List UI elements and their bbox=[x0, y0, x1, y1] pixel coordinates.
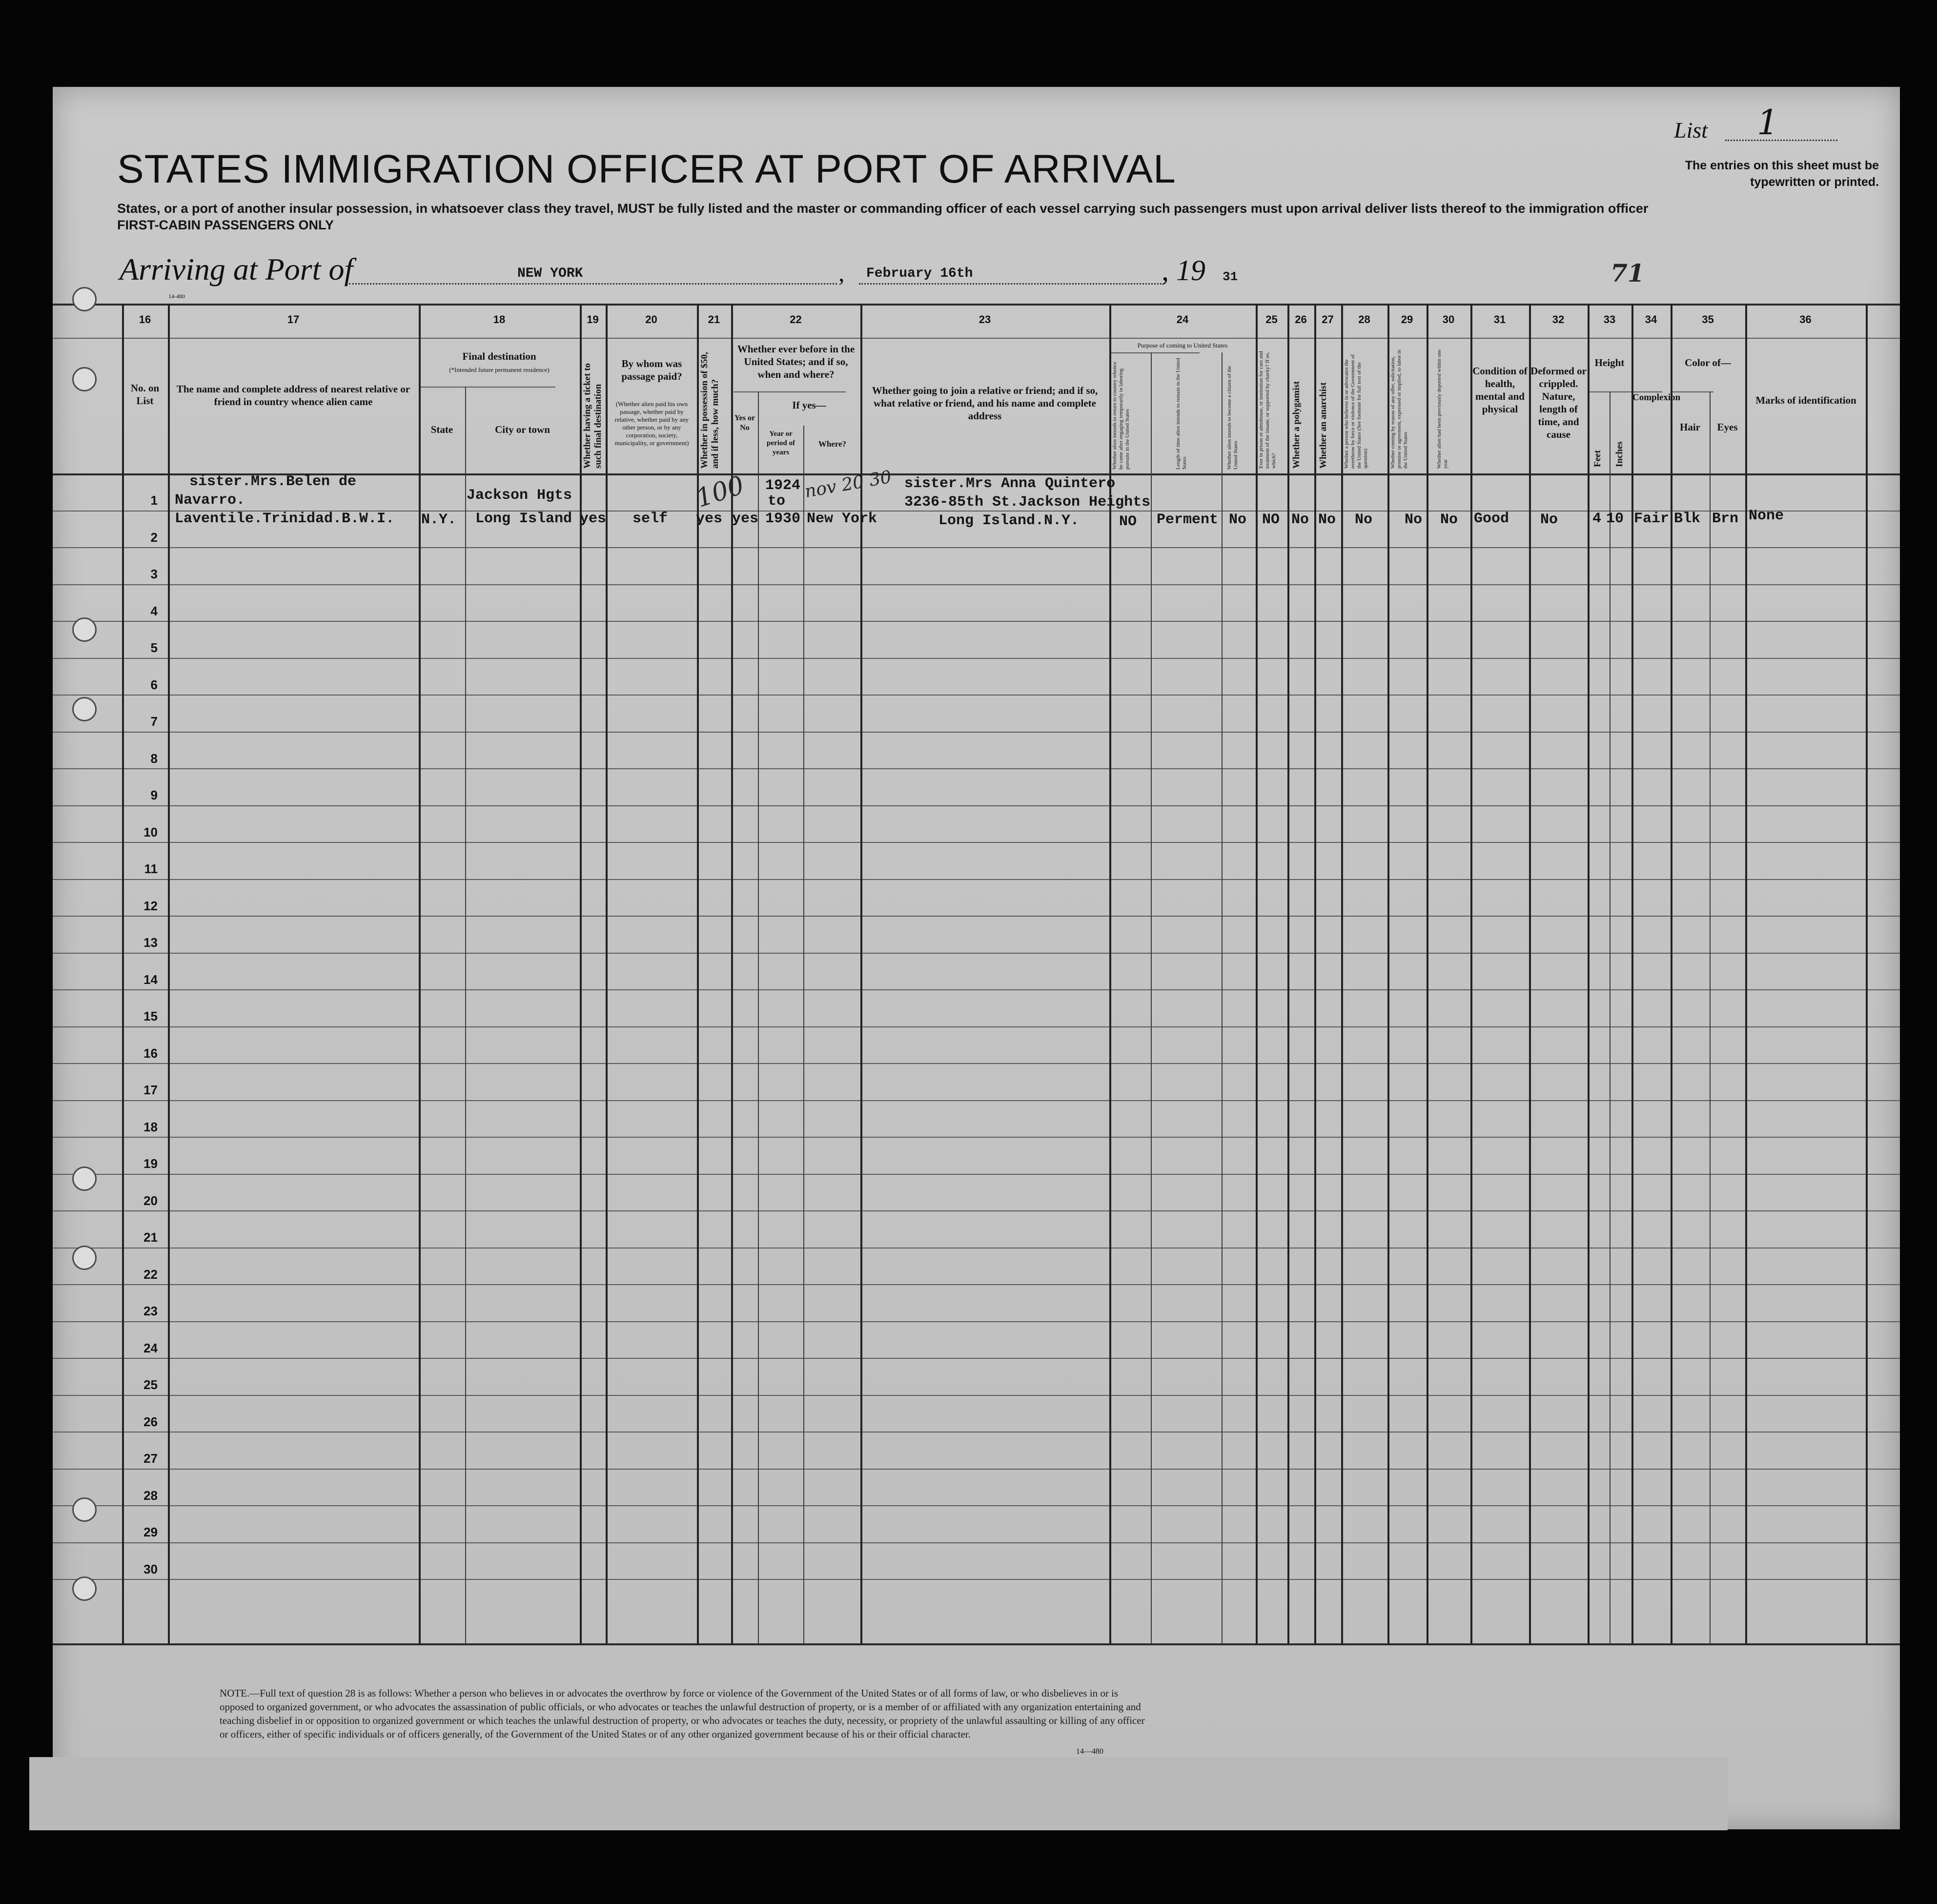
entry-where: New York bbox=[807, 511, 877, 527]
hdr-height: Height bbox=[1594, 357, 1625, 369]
page-title: STATES IMMIGRATION OFFICER AT PORT OF ARRIVAL bbox=[117, 147, 1176, 191]
row-rule bbox=[53, 842, 1900, 843]
row-rule bbox=[53, 658, 1900, 659]
row-rule bbox=[53, 953, 1900, 954]
col-line bbox=[860, 304, 862, 1643]
row-number: 1 bbox=[150, 493, 158, 508]
col-line bbox=[1341, 304, 1343, 1643]
hdr-before: Whether ever before in the United States; and if so, when and where? bbox=[737, 343, 855, 380]
col-line bbox=[1470, 304, 1472, 1643]
col-line bbox=[1427, 304, 1428, 1643]
hdr-purpose-a: Whether alien intends to return to country whence he came after engaging temporarily in laboring pursuits in the United States bbox=[1112, 362, 1130, 470]
row-number: 30 bbox=[143, 1561, 158, 1576]
sheet-bottom-edge bbox=[29, 1757, 1728, 1830]
row-rule bbox=[53, 916, 1900, 917]
entry-complexion: Fair bbox=[1634, 511, 1670, 527]
list-number-line bbox=[1725, 140, 1837, 141]
entry-year-line1: 1924 bbox=[765, 477, 801, 494]
hdr-purpose: Purpose of coming to United States bbox=[1137, 342, 1228, 349]
colnum-20: 20 bbox=[645, 313, 657, 326]
subhead-before bbox=[734, 391, 846, 392]
col-line bbox=[758, 391, 759, 1643]
hdr-feet: Feet bbox=[1592, 450, 1603, 467]
entry-marks: None bbox=[1749, 508, 1784, 524]
hdr-anarchist: Whether an anarchist bbox=[1318, 382, 1328, 469]
hdr-where: Where? bbox=[818, 439, 847, 449]
typewritten-note: The entries on this sheet must be typewritten or printed. bbox=[1685, 159, 1879, 189]
row-number: 18 bbox=[143, 1119, 158, 1134]
colnum-30: 30 bbox=[1442, 313, 1455, 326]
hdr-color: Color of— bbox=[1685, 357, 1731, 369]
entry-feet: 4 bbox=[1592, 511, 1602, 527]
row-number: 23 bbox=[143, 1304, 158, 1318]
entry-overthrow: No bbox=[1355, 512, 1373, 528]
header-number-rule bbox=[53, 338, 1900, 339]
col-line bbox=[1387, 304, 1389, 1643]
col-line bbox=[1529, 304, 1531, 1643]
entry-polygamist: No bbox=[1291, 512, 1309, 528]
col-line bbox=[1610, 391, 1611, 1643]
hdr-marks: Marks of identification bbox=[1755, 394, 1856, 406]
entry-relative-line1: sister.Mrs.Belen de bbox=[189, 473, 357, 490]
hdr-final-destination: Final destination bbox=[462, 350, 536, 362]
colnum-31: 31 bbox=[1493, 313, 1506, 326]
year-suffix: 31 bbox=[1223, 269, 1238, 284]
form-code: 14-480 bbox=[168, 293, 185, 300]
row-rule bbox=[53, 989, 1900, 990]
date-line bbox=[859, 283, 1162, 285]
entry-relative-line2: Navarro. bbox=[175, 492, 245, 509]
binder-hole bbox=[72, 617, 97, 642]
row-number: 26 bbox=[143, 1414, 158, 1429]
list-number: 1 bbox=[1757, 102, 1779, 143]
entry-year-line3: 1930 bbox=[765, 511, 801, 527]
row-number: 22 bbox=[143, 1267, 158, 1282]
entry-offer: No bbox=[1405, 512, 1423, 528]
row-rule bbox=[53, 1358, 1900, 1359]
col-line bbox=[803, 426, 804, 1643]
entry-before: yes bbox=[732, 511, 759, 527]
binder-hole bbox=[72, 697, 97, 721]
binder-hole bbox=[72, 287, 97, 311]
row-rule bbox=[53, 695, 1900, 696]
binder-hole bbox=[72, 1497, 97, 1522]
page-subtitle: States, or a port of another insular possession, in whatsoever class they travel, MUST be fully listed and the master or commanding officer of each vessel carrying such passengers must upon arrival deliver lists thereof to the immigration officer bbox=[117, 201, 1649, 216]
entry-purpose-a: NO bbox=[1119, 513, 1137, 530]
col-line bbox=[168, 304, 170, 1643]
row-number: 13 bbox=[143, 935, 158, 950]
row-rule bbox=[53, 768, 1900, 769]
col-line bbox=[1631, 304, 1633, 1643]
subhead-final-dest bbox=[419, 387, 555, 388]
hdr-final-destination-note: (*Intended future permanent residence) bbox=[449, 366, 550, 373]
colnum-33: 33 bbox=[1603, 313, 1616, 326]
colnum-16: 16 bbox=[139, 313, 151, 326]
entry-eyes: Brn bbox=[1712, 511, 1739, 527]
port-value: NEW YORK bbox=[517, 266, 583, 281]
hdr-complexion: Complexion bbox=[1632, 392, 1681, 403]
arriving-label: Arriving at Port of bbox=[120, 252, 353, 287]
hdr-eyes: Eyes bbox=[1717, 421, 1738, 433]
entry-city-line1: Jackson Hgts bbox=[467, 487, 572, 504]
row-rule bbox=[53, 1137, 1900, 1138]
entry-prison: NO bbox=[1262, 512, 1280, 528]
hdr-purpose-c: Whether alien intends to become a citizen of the United States bbox=[1226, 366, 1239, 470]
row-number: 15 bbox=[143, 1009, 158, 1024]
row-number: 8 bbox=[150, 751, 158, 766]
port-line bbox=[349, 283, 837, 285]
table-bottom-rule bbox=[53, 1643, 1900, 1645]
entry-hair: Blk bbox=[1674, 511, 1701, 527]
hdr-money: Whether in possession of $50, and if less, how much? bbox=[699, 352, 720, 469]
hdr-inches: Inches bbox=[1614, 441, 1625, 467]
row-number: 3 bbox=[150, 567, 158, 581]
row-number: 2 bbox=[150, 530, 158, 545]
colnum-35: 35 bbox=[1702, 313, 1714, 326]
hdr-joining: Whether going to join a relative or friend; and if so, what relative or friend, and his name and complete address bbox=[872, 385, 1098, 422]
row-number: 6 bbox=[150, 677, 158, 692]
hdr-polygamist: Whether a polygamist bbox=[1291, 381, 1302, 469]
footnote-code: 14—480 bbox=[1076, 1747, 1103, 1756]
hdr-if-yes: If yes— bbox=[792, 399, 826, 411]
row-number: 12 bbox=[143, 898, 158, 913]
colnum-17: 17 bbox=[287, 313, 300, 326]
col-line bbox=[606, 304, 608, 1643]
hdr-deformed: Deformed or crippled. Nature, length of time, and cause bbox=[1530, 365, 1587, 440]
row-rule bbox=[53, 1210, 1900, 1211]
hdr-yes-no: Yes or No bbox=[734, 414, 755, 432]
footnote: NOTE.—Full text of question 28 is as follows: Whether a person who believes in or advocates the overthrow by force or violence of the Government of the United States or of all forms of law, or who disbelieves in or is opposed to organized government, or who advocates the assassination of public officials, or who advocates or teaches the unlawful destruction of property, or is a member of or affiliated with any organization entertaining and teaching disbelief in or opposition to organized government or which teaches the unlawful destruction of property, or who advocates or teaches the duty, necessity, or propriety of the unlawful assaulting or killing of any officer or officers, either of specific individuals or of officers generally, of the Government of the United States or of any other organized government because of his or their official character. bbox=[220, 1687, 1145, 1740]
row-rule bbox=[53, 1579, 1900, 1580]
entry-where-hand: nov 20 30 bbox=[803, 467, 893, 502]
row-number: 21 bbox=[143, 1230, 158, 1245]
class-line: FIRST-CABIN PASSENGERS ONLY bbox=[117, 218, 334, 232]
entry-deformed: No bbox=[1540, 512, 1558, 528]
hdr-health: Condition of health, mental and physical bbox=[1472, 365, 1528, 415]
subhead-purpose bbox=[1109, 352, 1200, 353]
hdr-deported: Whether alien had been previously deported within one year bbox=[1436, 349, 1448, 469]
colnum-19: 19 bbox=[587, 313, 599, 326]
row-number: 19 bbox=[143, 1156, 158, 1171]
row-number: 25 bbox=[143, 1377, 158, 1392]
row-number: 9 bbox=[150, 788, 158, 802]
entry-joining-line2: 3236-85th St.Jackson Heights bbox=[904, 494, 1151, 511]
col-line bbox=[1588, 304, 1590, 1643]
colnum-24: 24 bbox=[1176, 313, 1189, 326]
entry-money-hand: 100 bbox=[693, 471, 748, 513]
colnum-28: 28 bbox=[1358, 313, 1370, 326]
hdr-hair: Hair bbox=[1680, 421, 1700, 433]
list-label: List bbox=[1674, 118, 1708, 143]
row-rule bbox=[53, 547, 1900, 548]
row-rule bbox=[53, 1321, 1900, 1322]
colnum-21: 21 bbox=[708, 313, 720, 326]
entry-joining-line3: Long Island.N.Y. bbox=[938, 512, 1080, 529]
hdr-state: State bbox=[430, 424, 453, 435]
hdr-year-period: Year or period of years bbox=[767, 430, 795, 456]
hdr-overthrow: Whether a person who believes in or advocates the overthrow by force or violence of the Government of the United States (See footnote for full text of the question) bbox=[1344, 354, 1368, 469]
row-rule bbox=[53, 805, 1900, 806]
hdr-passage: By whom was passage paid? bbox=[621, 358, 682, 382]
row-rule bbox=[53, 1100, 1900, 1101]
row-rule bbox=[53, 584, 1900, 585]
entry-health: Good bbox=[1474, 511, 1509, 527]
col-line bbox=[731, 304, 733, 1643]
entry-passage: self bbox=[632, 511, 668, 527]
sheet-number: 71 bbox=[1611, 259, 1645, 287]
hdr-ticket: Whether having a ticket to such final destination bbox=[582, 363, 603, 469]
entry-anarchist: No bbox=[1318, 512, 1336, 528]
col-line bbox=[1222, 352, 1223, 1643]
col-line bbox=[465, 387, 466, 1643]
row-number: 20 bbox=[143, 1193, 158, 1208]
entry-city-line2: Long Island bbox=[475, 511, 572, 527]
col-line bbox=[1287, 304, 1289, 1643]
colnum-18: 18 bbox=[493, 313, 506, 326]
colnum-26: 26 bbox=[1295, 313, 1307, 326]
table-top-rule bbox=[53, 304, 1900, 306]
row-number: 10 bbox=[143, 824, 158, 839]
colnum-32: 32 bbox=[1552, 313, 1565, 326]
row-number: 28 bbox=[143, 1488, 158, 1503]
colnum-27: 27 bbox=[1322, 313, 1334, 326]
col-line bbox=[1256, 304, 1258, 1643]
hdr-no-on-list: No. on List bbox=[130, 382, 160, 407]
row-rule bbox=[53, 732, 1900, 733]
entry-money: yes bbox=[696, 511, 723, 527]
row-rule bbox=[53, 1063, 1900, 1064]
col-line bbox=[580, 304, 582, 1643]
colnum-22: 22 bbox=[790, 313, 802, 326]
entry-joining-line1: sister.Mrs Anna Quintero bbox=[904, 475, 1116, 492]
row-rule bbox=[53, 879, 1900, 880]
row-rule bbox=[53, 1505, 1900, 1506]
hdr-prison: Ever in prison or almshouse, or institution for care and treatment of the insane, or supported by charity? If so, which? bbox=[1258, 351, 1277, 469]
row-rule bbox=[53, 1174, 1900, 1175]
entry-deported: No bbox=[1440, 512, 1458, 528]
binder-hole bbox=[72, 1167, 97, 1191]
col-line bbox=[1671, 304, 1672, 1643]
colnum-34: 34 bbox=[1645, 313, 1657, 326]
col-line bbox=[1151, 352, 1152, 1643]
row-rule bbox=[53, 1248, 1900, 1249]
col-line bbox=[1745, 304, 1747, 1643]
row-number: 17 bbox=[143, 1083, 158, 1097]
row-rule bbox=[53, 1284, 1900, 1285]
row-number: 5 bbox=[150, 640, 158, 655]
binder-hole bbox=[72, 1246, 97, 1270]
hdr-relative: The name and complete address of nearest relative or friend in country whence alien came bbox=[176, 383, 410, 408]
row-rule bbox=[53, 1469, 1900, 1470]
row-rule bbox=[53, 1395, 1900, 1396]
comma: , bbox=[838, 259, 845, 287]
colnum-25: 25 bbox=[1265, 313, 1278, 326]
row-number: 29 bbox=[143, 1525, 158, 1539]
row-rule bbox=[53, 1542, 1900, 1543]
date-value: February 16th bbox=[866, 266, 973, 281]
colnum-29: 29 bbox=[1401, 313, 1413, 326]
colnum-36: 36 bbox=[1799, 313, 1812, 326]
manifest-table bbox=[53, 304, 1900, 1643]
entry-purpose-b: Perment bbox=[1157, 512, 1219, 528]
row-number: 16 bbox=[143, 1045, 158, 1061]
entry-year-line2: to bbox=[768, 493, 786, 510]
entry-ticket: yes bbox=[580, 511, 607, 527]
col-line bbox=[1866, 304, 1868, 1643]
hdr-offer: Whether coming by reason of any offer, solicitation, promise or agreement, expressed or implied, to labor in the United States bbox=[1390, 349, 1408, 469]
col-line bbox=[419, 304, 421, 1643]
binder-hole bbox=[72, 1576, 97, 1601]
binder-hole bbox=[72, 367, 97, 391]
row-number: 27 bbox=[143, 1451, 158, 1466]
row-rule bbox=[53, 1432, 1900, 1433]
hdr-city: City or town bbox=[495, 424, 550, 435]
hdr-purpose-b: Length of time alien intends to remain in the United States bbox=[1175, 358, 1187, 470]
col-line bbox=[1710, 391, 1711, 1643]
entry-purpose-c: No bbox=[1229, 512, 1247, 528]
row-rule bbox=[53, 621, 1900, 622]
entry-inches: 10 bbox=[1606, 511, 1624, 527]
entry-state: N.Y. bbox=[421, 512, 457, 528]
row-number: 24 bbox=[143, 1340, 158, 1355]
row-rule bbox=[53, 1026, 1900, 1027]
row-number: 14 bbox=[143, 972, 158, 987]
colnum-23: 23 bbox=[979, 313, 991, 326]
col-line bbox=[1314, 304, 1316, 1643]
row-number: 7 bbox=[150, 714, 158, 729]
row-number: 4 bbox=[150, 603, 158, 618]
year-prefix: , 19 bbox=[1162, 254, 1205, 287]
hdr-passage-note: (Whether alien paid his own passage, whether paid by relative, whether paid by any other person, or by any corporation, society, municipality, or government) bbox=[614, 400, 689, 447]
row-number: 11 bbox=[144, 861, 158, 876]
entry-relative-line3: Laventile.Trinidad.B.W.I. bbox=[175, 511, 395, 527]
